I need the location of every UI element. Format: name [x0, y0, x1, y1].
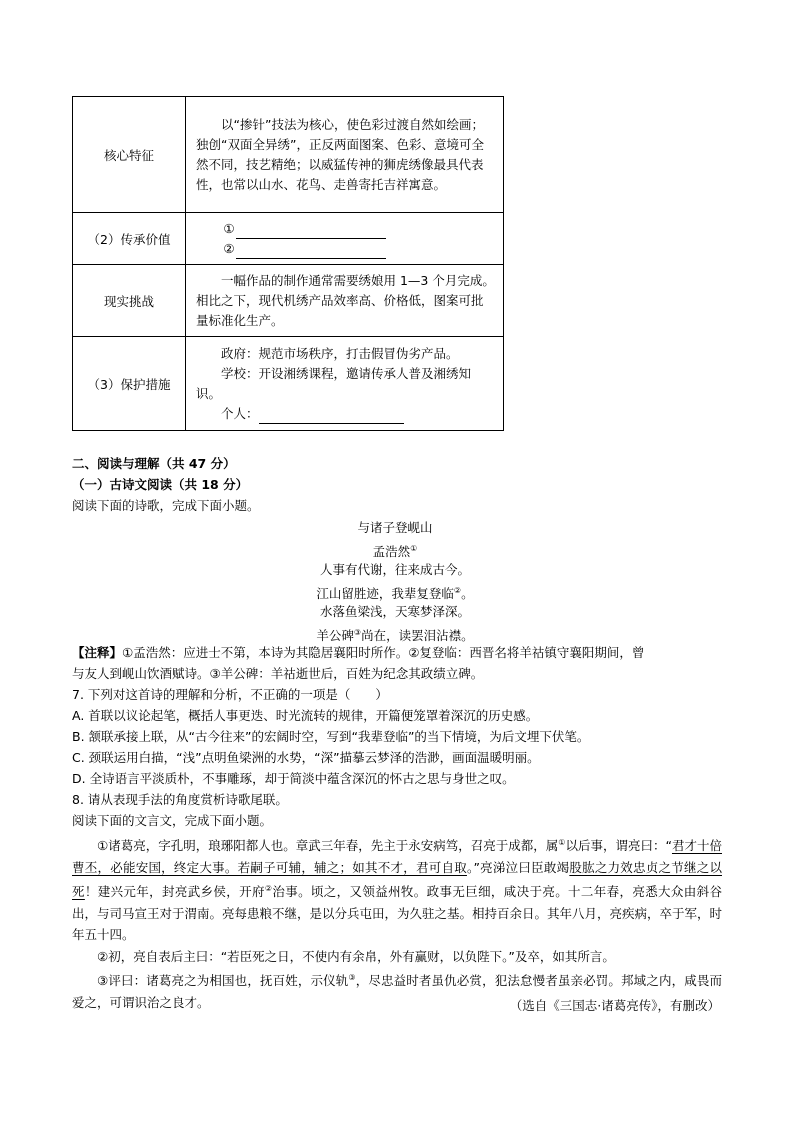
protection-measures [186, 337, 504, 431]
question-7-stem: 7. 下列对这首诗的理解和分析，不正确的一项是（ ） [72, 687, 388, 702]
table-row [73, 337, 504, 431]
prose-body [72, 832, 722, 1013]
blank-marker-2: ② [223, 240, 235, 256]
table-row [73, 213, 504, 265]
prose-paragraph-3: ③评曰：诸葛亮之为相国也，抚百姓，示仪轨③，尽忠益时者虽仇必赏，犯法怠慢者虽亲必罚。邦域之内，咸畏而爱之，可谓识治之良才。 [72, 973, 722, 1010]
q7-option-b[interactable]: B. 颔联承接上联，从“古今往来”的宏阔时空，写到“我辈登临”的当下情境，为后文埋下伏笔。 [72, 729, 590, 744]
row-label-value: （2）传承价值 [73, 213, 186, 265]
answer-blank-1[interactable] [236, 224, 386, 239]
xiangxiu-info-table [72, 96, 504, 431]
prose-paragraph-1: ①诸葛亮，字孔明，琅琊阳都人也。章武三年春，先主于永安病笃，召亮于成都，属①以后事，谓亮曰：“君才十倍曹丕，必能安国，终定大事。若嗣子可辅，辅之；如其不才，君可自取。”亮涕泣曰臣敢竭股肱之力效忠贞之节继之以死！建兴元年，封亮武乡侯，开府②治事。顷之，又领益州牧。政事无巨细，咸决于亮。十二年春，亮悉大众由斜谷出，与司马宣王对于渭南。亮每患粮不继，是以分兵屯田，为久驻之基。相持百余日。其年八月，亮疾病，卒于军，时年五十四。 [72, 838, 723, 943]
poem-author: 孟浩然① [372, 544, 418, 560]
table-row [73, 97, 504, 213]
note-marker: ① [410, 544, 418, 553]
gov-measure: 政府：规范市场秩序，打击假冒伪劣产品。 [221, 345, 459, 361]
poem-line-4: 羊公碑③尚在，读罢泪沾襟。 [316, 628, 474, 644]
person-label: 个人： [221, 405, 259, 421]
underlined-sentence-1: 君才十倍曹丕，必能安国，终定大事。若嗣子可辅，辅之；如其不才，君可自取 [72, 838, 722, 875]
prose-paragraph-2: ②初，亮自表后主曰：“若臣死之日，不使内有余帛，外有赢财，以负陛下。”及卒，如其所言。 [97, 948, 615, 964]
notes-line-1: 【注释】①孟浩然：应进士不第，本诗为其隐居襄阳时所作。②复登临：西晋名将羊祜镇守襄阳期间，曾 [72, 645, 645, 660]
table-row [73, 265, 504, 337]
q7-option-d[interactable]: D. 全诗语言平淡质朴，不事雕琢，却于简淡中蕴含深沉的怀古之思与身世之叹。 [72, 771, 515, 786]
answer-blank-2[interactable] [236, 244, 386, 259]
row-label-protection: （3）保护措施 [73, 337, 186, 431]
poem-line-2: 江山留胜迹，我辈复登临②。 [316, 586, 474, 602]
notes-line-2: 与友人到岘山饮酒赋诗。③羊公碑：羊祜逝世后，百姓为纪念其政绩立碑。 [72, 666, 484, 681]
poem-title: 与诸子登岘山 [357, 520, 433, 535]
poem-line-1: 人事有代谢，往来成古今。 [319, 562, 470, 577]
poem-instruction: 阅读下面的诗歌，完成下面小题。 [72, 498, 260, 513]
blank-marker-1: ① [223, 220, 235, 236]
question-8: 8. 请从表现手法的角度赏析诗歌尾联。 [72, 792, 288, 807]
core-features-text: 以“掺针”技法为核心，使色彩过渡自然如绘画；独创“双面全异绣”，正反两面图案、色彩、意境可全然不同，技艺精绝；以威猛传神的狮虎绣像最具代表性，也常以山水、花鸟、走兽寄托吉祥寓意。 [186, 97, 504, 213]
poem-line-3: 水落鱼梁浅，天寒梦泽深。 [319, 604, 470, 619]
q7-option-c[interactable]: C. 颈联运用白描，“浅”点明鱼梁洲的水势，“深”描摹云梦泽的浩渺，画面温暖明丽。 [72, 750, 540, 765]
q7-option-a[interactable]: A. 首联以议论起笔，概括人事更迭、时光流转的规律，开篇便笼罩着深沉的历史感。 [72, 708, 539, 723]
row-label-challenge: 现实挑战 [73, 265, 186, 337]
underlined-sentence-2: 股肱之力效忠贞之节继之以死 [72, 859, 722, 900]
heritage-value-blanks [186, 213, 504, 265]
subsection-heading: （一）古诗文阅读（共 18 分） [72, 477, 249, 492]
section-heading: 二、阅读与理解（共 47 分） [72, 456, 236, 471]
answer-blank-person[interactable] [259, 409, 404, 424]
challenge-text: 一幅作品的制作通常需要绣娘用 1—3 个月完成。相比之下，现代机绣产品效率高、价格低，图案可批量标准化生产。 [186, 265, 504, 337]
school-measure: 学校：开设湘绣课程，邀请传承人普及湘绣知识。 [196, 365, 472, 401]
prose-instruction: 阅读下面的文言文，完成下面小题。 [72, 813, 273, 828]
source-citation: （选自《三国志·诸葛亮传》，有删改） [509, 998, 720, 1013]
row-label-core: 核心特征 [73, 97, 186, 213]
